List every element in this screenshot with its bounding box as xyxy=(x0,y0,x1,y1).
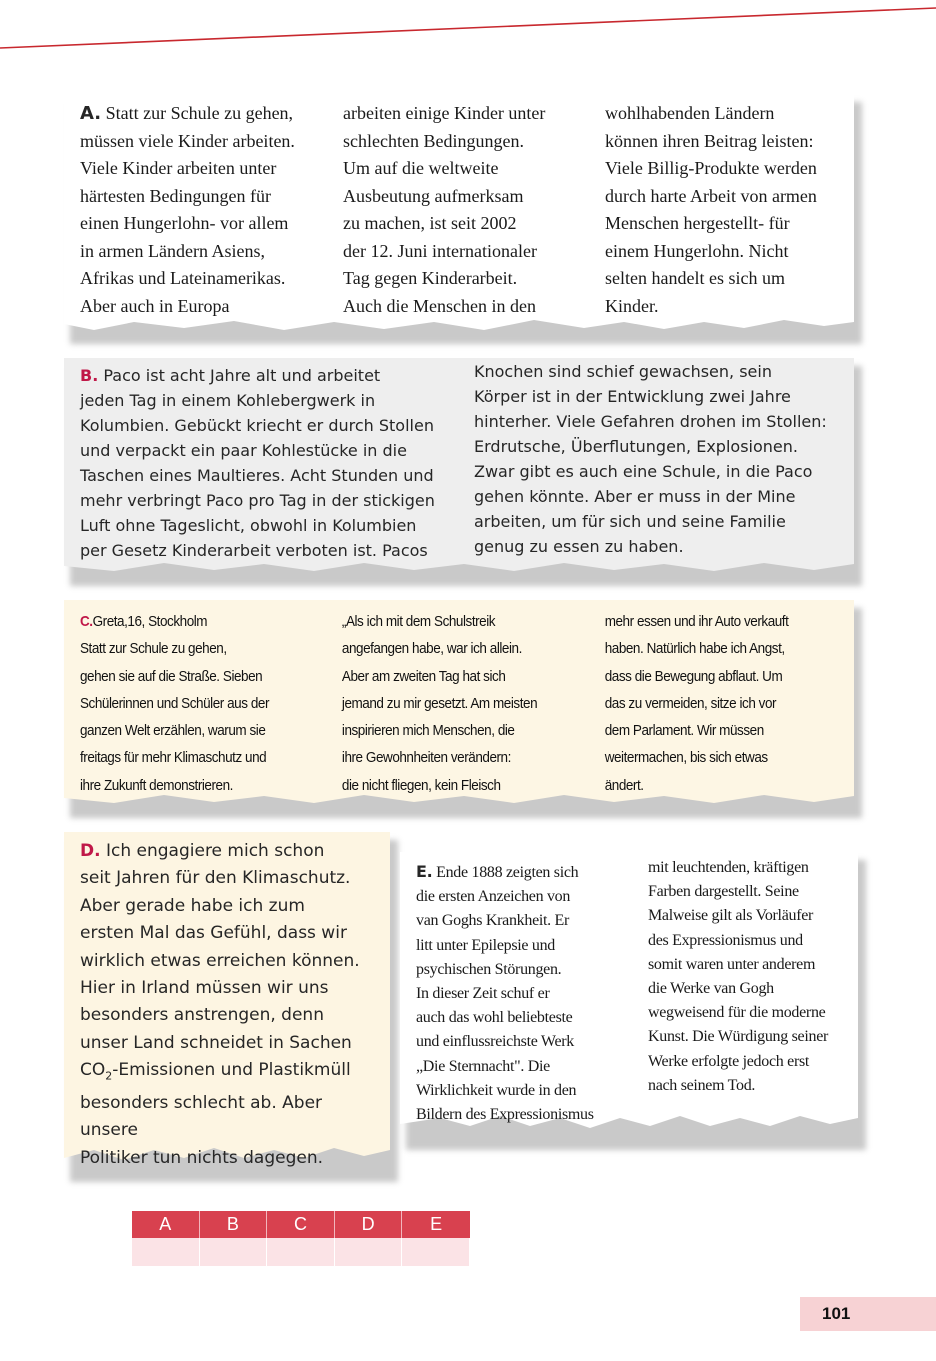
page-number: 101 xyxy=(800,1297,936,1331)
answer-cell-c[interactable] xyxy=(267,1238,335,1266)
card-d-text: D. Ich engagiere mich schon seit Jahren für den Klimaschutz. Aber gerade habe ich zum ersten Mal das Gefühl, dass wir wirklich etwas erreichen können. Hier in Irland müssen wir uns besonders anstrengen, denn unser Land schneidet in Sachen $CO_2$-Emissionen und Plastikmüll besonders schlecht ab. Aber unsere Politiker tun nichts dagegen. xyxy=(80,841,360,1168)
text-card-c xyxy=(64,600,854,808)
text-card-d xyxy=(64,832,390,1172)
card-d-letter: D. xyxy=(80,841,101,861)
answer-table-row xyxy=(132,1238,470,1266)
card-e-letter: E. xyxy=(416,862,433,881)
answer-cell-b[interactable] xyxy=(200,1238,268,1266)
card-a-letter: A. xyxy=(80,103,102,124)
co2-subscript: 2 xyxy=(105,1069,113,1083)
card-a-column-2: arbeiten einige Kinder unter schlechten Bedingungen. Um auf die weltweite Ausbeutung aufmerksam zu machen, ist seit 2002 der 12. Juni internationaler Tag gegen Kinderarbeit. Auch die Menschen in den xyxy=(343,103,546,316)
top-decorative-line xyxy=(0,0,936,60)
answer-table-header-b: B xyxy=(200,1211,268,1238)
answer-cell-e[interactable] xyxy=(402,1238,470,1266)
answer-table-header-e: E xyxy=(402,1211,470,1238)
card-c-column-2: „Als ich mit dem Schulstreik angefangen habe, war ich allein. Aber am zweiten Tag hat sich jemand zu mir gesetzt. Am meisten inspirieren mich Menschen, die ihre Gewohnheiten verändern: die nicht fliegen, kein Fleisch xyxy=(341,613,538,794)
card-b-column-1: B. Paco ist acht Jahre alt und arbeitet jeden Tag in einem Kohlebergwerk in Kolumbien. Gebückt kriecht er durch Stollen und verpackt ein paar Kohlestücke in die Taschen eines Maultieres. Acht Stunden und mehr verbringt Paco pro Tag in der stickigen Luft ohne Tageslicht, obwohl in Kolumbien per Gesetz Kinderarbeit verboten ist. Pacos xyxy=(80,366,435,560)
card-b-letter: B. xyxy=(80,366,99,385)
text-card-e xyxy=(400,852,858,1140)
answer-table-header-c: C xyxy=(267,1211,335,1238)
card-e-column-1: E. Ende 1888 zeigten sich die ersten Anzeichen von van Goghs Krankheit. Er litt unter Epilepsie und psychischen Störungen. In dieser Zeit schuf er auch das wohl beliebteste und einflussreichste Werk „Die Sternnacht". Die Wirklichkeit wurde in den Bildern des Expressionismus xyxy=(416,862,594,1124)
answer-cell-d[interactable] xyxy=(335,1238,403,1266)
text-card-b xyxy=(64,358,854,576)
card-b-column-2: Knochen sind schief gewachsen, sein Körper ist in der Entwicklung zwei Jahre hinterher. Viele Gefahren drohen im Stollen: Erdrutsche, Überflutungen, Explosionen. Zwar gibt es auch eine Schule, in die Paco gehen könnte. Aber er muss in der Mine arbeiten, um für sich und seine Familie genug zu essen zu haben. xyxy=(474,362,827,556)
answer-table xyxy=(132,1211,470,1266)
card-e-column-2: mit leuchtenden, kräftigen Farben dargestellt. Seine Malweise gilt als Vorläufer des Expressionismus und somit waren unter anderem die Werke van Gogh wegweisend für die moderne Kunst. Die Würdigung seiner Werke erfolgte jedoch erst nach seinem Tod. xyxy=(648,859,829,1094)
text-card-a xyxy=(64,94,854,334)
answer-cell-a[interactable] xyxy=(132,1238,200,1266)
card-c-letter: C. xyxy=(80,613,93,630)
answer-table-header-a: A xyxy=(132,1211,200,1238)
card-a-column-1: A. Statt zur Schule zu gehen, müssen viele Kinder arbeiten. Viele Kinder arbeiten unter härtesten Bedingungen für einen Hungerlohn- vor allem in armen Ländern Asiens, Afrikas und Lateinamerikas. Aber auch in Europa xyxy=(80,103,295,316)
answer-table-header-d: D xyxy=(335,1211,403,1238)
card-c-column-3: mehr essen und ihr Auto verkauft haben. Natürlich habe ich Angst, dass die Bewegung abflaut. Um das zu vermeiden, sitze ich vor dem Parlament. Wir müssen weitermachen, bis sich etwas ändert. xyxy=(604,613,789,794)
card-c-column-1: C.Greta,16, Stockholm Statt zur Schule zu gehen, gehen sie auf die Straße. Sieben Schülerinnen und Schüler aus der ganzen Welt erzählen, warum sie freitags für mehr Klimaschutz und ihre Zukunft demonstrieren. xyxy=(80,613,269,794)
answer-table-header xyxy=(132,1211,470,1238)
card-a-column-3: wohlhabenden Ländern können ihren Beitrag leisten: Viele Billig-Produkte werden durch harte Arbeit von armen Menschen hergestellt- für einem Hungerlohn. Nicht selten handelt es sich um Kinder. xyxy=(605,103,817,316)
